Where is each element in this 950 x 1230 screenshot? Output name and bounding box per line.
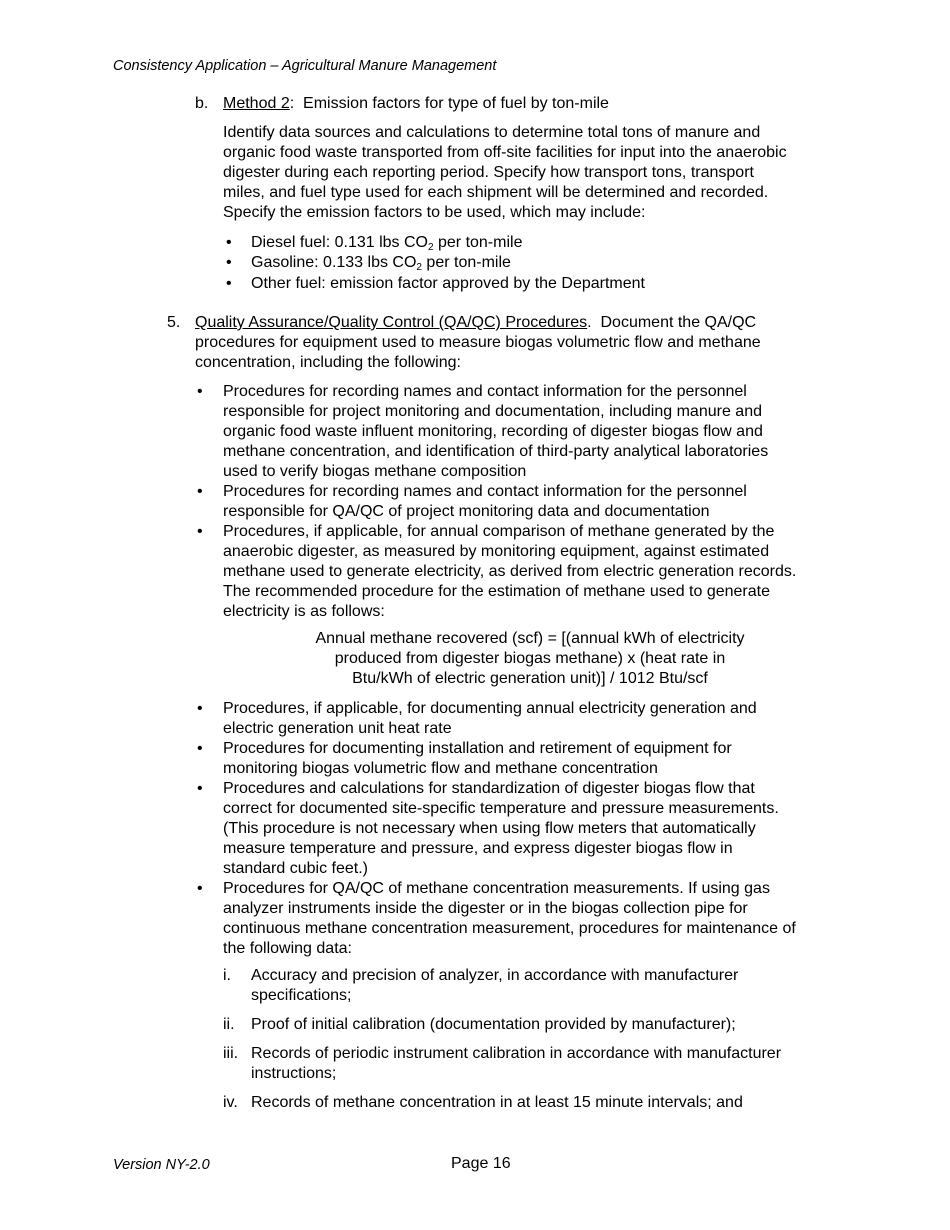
- list-item: Procedures for recording names and contact information for the personnel responsible for QA/QC of project monitoring data and documentation: [223, 483, 747, 520]
- text-line: Identify data sources and calculations to determine total tons of manure and: [223, 124, 761, 141]
- text-line: procedures for equipment used to measure biogas volumetric flow and methane: [195, 334, 761, 351]
- list-marker: iii.: [223, 1045, 239, 1062]
- list-item: Accuracy and precision of analyzer, in accordance with manufacturer specifications;: [251, 967, 739, 1004]
- text-line: miles, and fuel type used for each shipment will be determined and recorded.: [223, 184, 769, 201]
- bullet-icon: •: [197, 700, 203, 717]
- text-line: digester during each reporting period. Specify how transport tons, transport: [223, 164, 754, 181]
- fuel-item-other: Other fuel: emission factor approved by the Department: [251, 275, 645, 292]
- list-marker: ii.: [223, 1016, 235, 1033]
- list-item: Records of periodic instrument calibration in accordance with manufacturer instructions;: [251, 1045, 782, 1082]
- bullet-icon: •: [226, 275, 232, 292]
- list-item: Procedures for documenting installation and retirement of equipment for monitoring biogas volumetric flow and methane concentration: [223, 740, 732, 777]
- list-item: Procedures and calculations for standardization of digester biogas flow that correct for documented site-specific temperature and pressure measurements. (This procedure is not necessary when using flow meters that automatically measure temperature and pressure, and express digester biogas flow in standard cubic feet.): [223, 780, 779, 877]
- bullet-icon: •: [197, 523, 203, 540]
- qaqc-heading: Quality Assurance/Quality Control (QA/QC) Procedures: [195, 314, 588, 331]
- list-item: Procedures, if applicable, for annual comparison of methane generated by the anaerobic digester, as measured by monitoring equipment, against estimated methane used to generate electricity, as derived from electric generation records. The recommended procedure for the estimation of methane used to generate electricity is as follows:: [223, 523, 797, 620]
- list-marker: iv.: [223, 1094, 238, 1111]
- list-marker: b.: [195, 95, 209, 112]
- bullet-icon: •: [197, 383, 203, 400]
- list-item: Procedures for recording names and contact information for the personnel responsible for project monitoring and documentation, including manure and organic food waste influent monitoring, recording of digester biogas flow and methane concentration, and identification of third-party analytical laboratories used to verify biogas methane composition: [223, 383, 769, 480]
- methane-formula: Annual methane recovered (scf) = [(annual kWh of electricity produced from digester biogas methane) x (heat rate in Btu/kWh of electric generation unit)] / 1012 Btu/scf: [315, 630, 745, 687]
- fuel-item-diesel: Diesel fuel: 0.131 lbs $CO_2$ per ton-mile: [251, 234, 523, 253]
- list-item: Procedures, if applicable, for documenting annual electricity generation and electric generation unit heat rate: [223, 700, 757, 737]
- text-line: Specify the emission factors to be used, which may include:: [223, 204, 646, 221]
- list-item: Procedures for QA/QC of methane concentration measurements. If using gas analyzer instruments inside the digester or in the biogas collection pipe for continuous methane concentration measurement, procedures for maintenance of the following data:: [223, 880, 796, 957]
- text-line: organic food waste transported from off-site facilities for input into the anaerobic: [223, 144, 787, 161]
- version-label: Version NY-2.0: [113, 1157, 210, 1173]
- method-2-description: [223, 123, 787, 223]
- bullet-icon: •: [197, 780, 203, 797]
- bullet-icon: •: [197, 880, 203, 897]
- list-item: Records of methane concentration in at least 15 minute intervals; and: [251, 1094, 743, 1111]
- bullet-icon: •: [197, 740, 203, 757]
- method-2-title: : Emission factors for type of fuel by ton-mile: [289, 95, 609, 112]
- list-item: Proof of initial calibration (documentation provided by manufacturer);: [251, 1016, 736, 1033]
- bullet-icon: •: [226, 234, 232, 251]
- fuel-item-gasoline: Gasoline: 0.133 lbs $CO_2$ per ton-mile: [251, 254, 511, 273]
- text-line: concentration, including the following:: [195, 354, 461, 371]
- qaqc-intro: Quality Assurance/Quality Control (QA/QC) Procedures. Document the QA/QC procedures for equipment used to measure biogas volumetric flow and methane concentration, including the following:: [195, 314, 761, 371]
- list-marker: i.: [223, 967, 231, 984]
- bullet-icon: •: [197, 483, 203, 500]
- page-number: Page 16: [451, 1155, 511, 1172]
- page-header: Consistency Application – Agricultural Manure Management: [113, 58, 497, 74]
- list-marker: 5.: [167, 314, 181, 331]
- method-2-label: Method 2: [223, 95, 290, 112]
- bullet-icon: •: [226, 254, 232, 271]
- method-2-heading: [223, 94, 609, 114]
